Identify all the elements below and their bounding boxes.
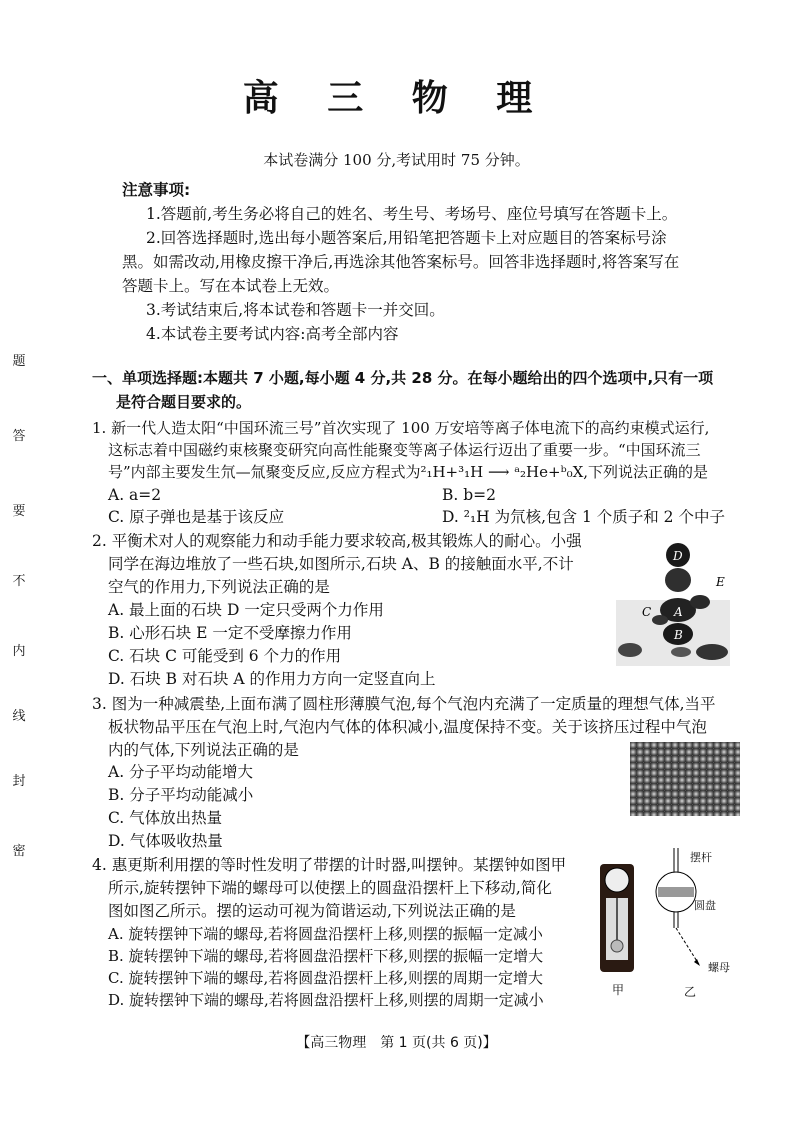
side-char: 答: [12, 429, 26, 444]
side-char: 内: [12, 644, 26, 659]
question-text: 4. 惠更斯利用摆的等时性发明了带摆的计时器,叫摆钟。某摆钟如图甲: [92, 856, 567, 874]
option: B. 旋转摆钟下端的螺母,若将圆盘沿摆杆下移,则摆的振幅一定增大: [108, 947, 544, 965]
side-char: 线: [12, 709, 26, 724]
section-heading: 是符合题目要求的。: [116, 393, 252, 411]
stone-balance-figure: [616, 540, 730, 666]
page-footer: 【高三物理 第 1 页(共 6 页)】: [296, 1035, 497, 1051]
section-heading: 一、单项选择题:本题共 7 小题,每小题 4 分,共 28 分。在每小题给出的四个选项中,只有一项: [92, 369, 714, 387]
page-title: 高 三 物 理: [242, 78, 551, 119]
option: B. 心形石块 E 一定不受摩擦力作用: [108, 624, 352, 642]
notice-line: 1.答题前,考生务必将自己的姓名、考生号、考场号、座位号填写在答题卡上。: [146, 205, 678, 223]
option: B. b=2: [442, 486, 497, 504]
option: C. 原子弹也是基于该反应: [108, 508, 285, 526]
option: A. 旋转摆钟下端的螺母,若将圆盘沿摆杆上移,则摆的振幅一定减小: [108, 925, 543, 943]
option: D. ²₁H 为氘核,包含 1 个质子和 2 个中子: [442, 508, 725, 526]
label-D: D: [673, 549, 683, 563]
question-text: 这标志着中国磁约束核聚变研究向高性能聚变等离子体运行迈出了重要一步。“中国环流三: [108, 441, 701, 459]
option: D. 气体吸收热量: [108, 832, 223, 850]
label-C: C: [642, 605, 652, 619]
question-text: 空气的作用力,下列说法正确的是: [108, 578, 330, 596]
option: C. 气体放出热量: [108, 809, 223, 827]
notice-line: 答题卡上。写在本试卷上无效。: [122, 277, 340, 295]
stone-balance-image: [616, 540, 730, 666]
option: C. 石块 C 可能受到 6 个力的作用: [108, 647, 342, 665]
question-text: 3. 图为一种减震垫,上面布满了圆柱形薄膜气泡,每个气泡内充满了一定质量的理想气体,当平: [92, 695, 716, 713]
option: C. 旋转摆钟下端的螺母,若将圆盘沿摆杆上移,则摆的周期一定增大: [108, 969, 544, 987]
question-text: 号”内部主要发生氘—氚聚变反应,反应方程式为²₁H+³₁H ⟶ ᵃ₂He+ᵇ₀X,下列说法正确的是: [108, 463, 709, 481]
option: D. 石块 B 对石块 A 的作用力方向一定竖直向上: [108, 670, 436, 688]
question-text: 2. 平衡术对人的观察能力和动手能力要求较高,极其锻炼人的耐心。小强: [92, 532, 582, 550]
side-char: 不: [12, 574, 26, 589]
label-A: A: [674, 605, 683, 619]
bubble-cushion-photo: [630, 742, 740, 816]
figure-label-yi: 乙: [684, 985, 697, 999]
label-nut: 螺母: [708, 961, 730, 974]
question-text: 所示,旋转摆钟下端的螺母可以使摆上的圆盘沿摆杆上下移动,简化: [108, 879, 552, 897]
option: A. 分子平均动能增大: [108, 763, 254, 781]
notice-line: 黑。如需改动,用橡皮擦干净后,再选涂其他答案标号。回答非选择题时,将答案写在: [122, 253, 680, 271]
label-E: E: [716, 575, 725, 589]
notice-line: 3.考试结束后,将本试卷和答题卡一并交回。: [146, 301, 445, 319]
option: A. a=2: [108, 486, 162, 504]
pendulum-clock-photo: [592, 858, 642, 978]
side-char: 密: [12, 844, 26, 859]
side-char: 封: [12, 774, 26, 789]
label-rod: 摆杆: [690, 851, 712, 864]
side-char: 题: [12, 354, 26, 369]
side-char: 要: [12, 504, 26, 519]
question-text: 内的气体,下列说法正确的是: [108, 741, 299, 759]
exam-subtitle: 本试卷满分 100 分,考试用时 75 分钟。: [263, 151, 530, 169]
notice-line: 2.回答选择题时,选出每小题答案后,用铅笔把答题卡上对应题目的答案标号涂: [146, 229, 667, 247]
option: D. 旋转摆钟下端的螺母,若将圆盘沿摆杆上移,则摆的周期一定减小: [108, 991, 544, 1009]
question-text: 1. 新一代人造太阳“中国环流三号”首次实现了 100 万安培等离子体电流下的高约束模式运行,: [92, 419, 710, 437]
figure-label-jia: 甲: [612, 983, 625, 997]
question-text: 同学在海边堆放了一些石块,如图所示,石块 A、B 的接触面水平,不计: [108, 555, 574, 573]
option: B. 分子平均动能减小: [108, 786, 254, 804]
question-text: 图如图乙所示。摆的运动可视为简谐运动,下列说法正确的是: [108, 902, 516, 920]
notice-heading: 注意事项:: [122, 181, 191, 199]
notice-line: 4.本试卷主要考试内容:高考全部内容: [146, 325, 399, 343]
option: A. 最上面的石块 D 一定只受两个力作用: [108, 601, 384, 619]
question-text: 板状物品平压在气泡上时,气泡内气体的体积减小,温度保持不变。关于该挤压过程中气泡: [108, 718, 707, 736]
label-disk: 圆盘: [694, 899, 716, 912]
label-B: B: [674, 628, 683, 642]
